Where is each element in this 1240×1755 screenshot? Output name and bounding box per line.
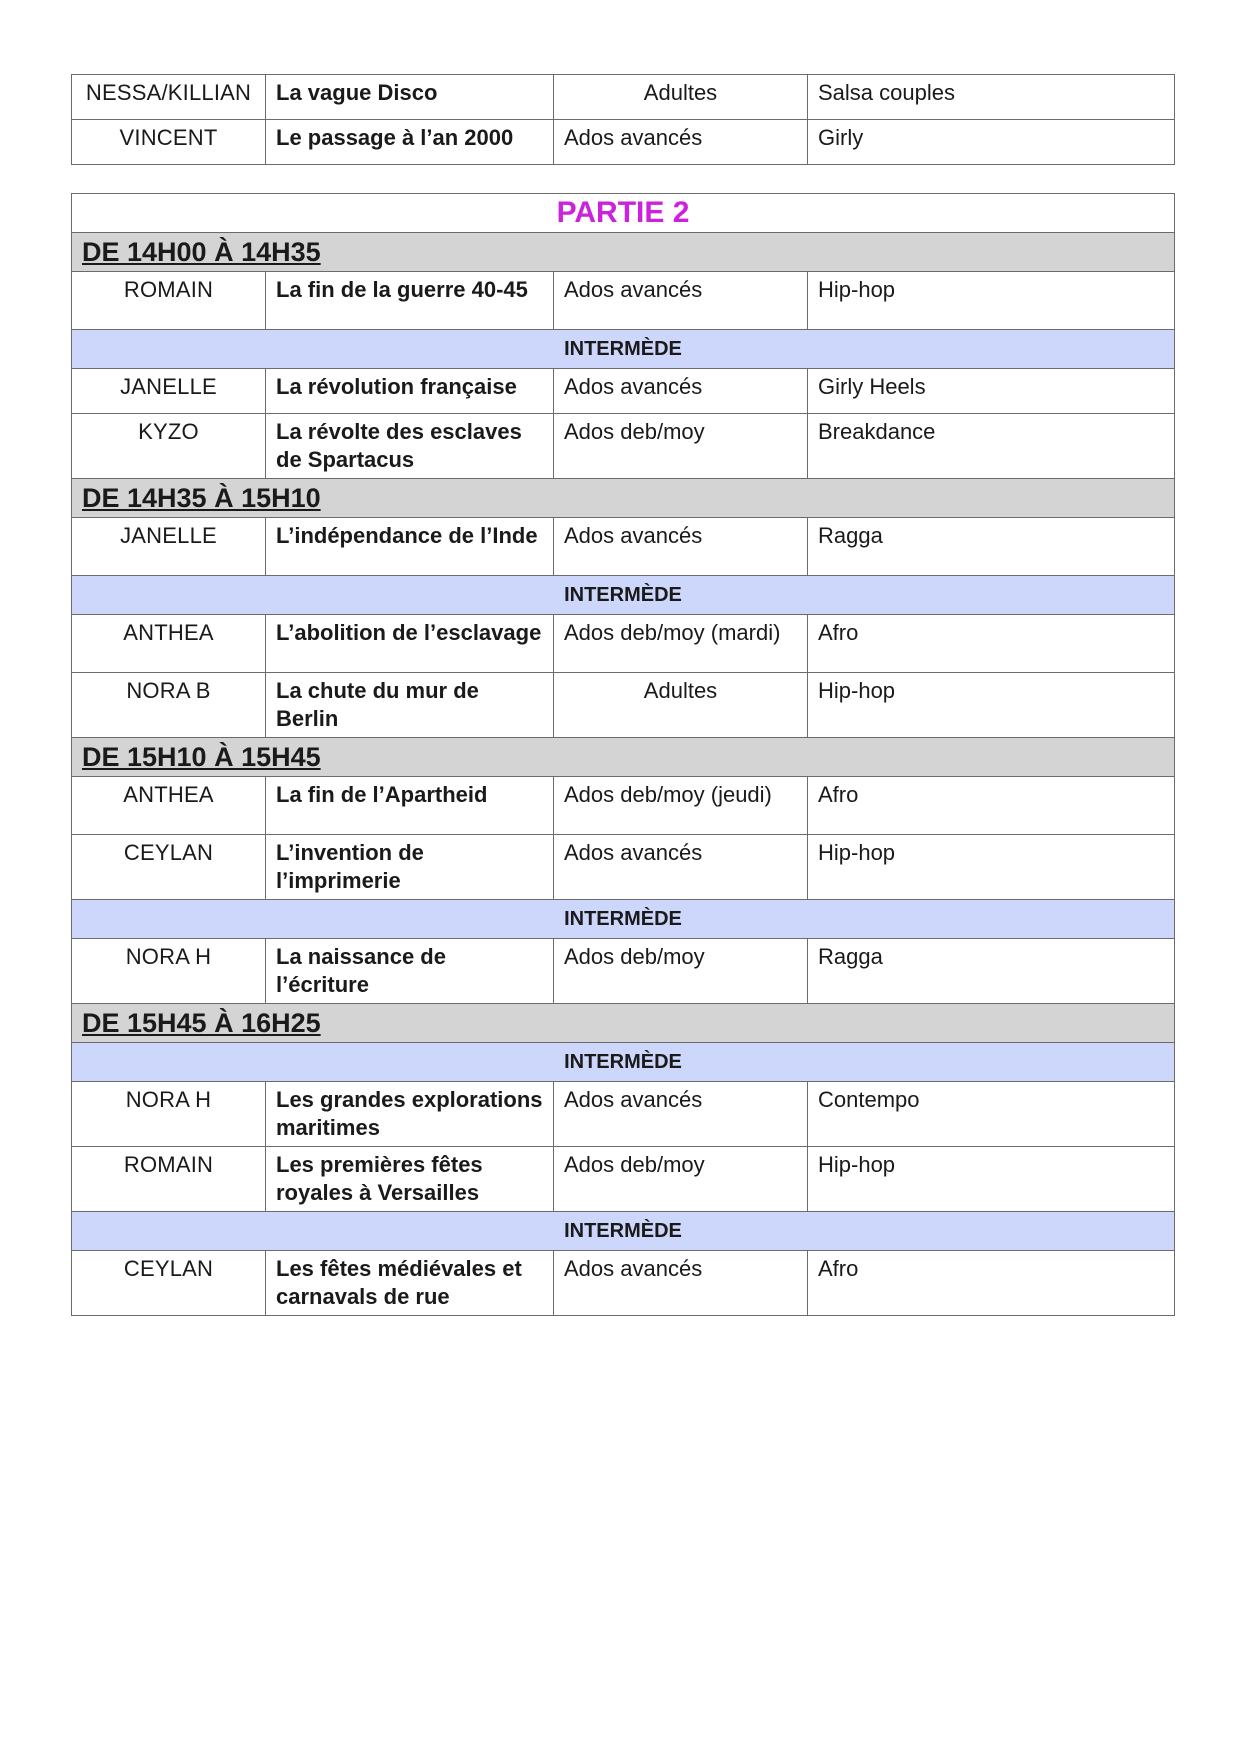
level-cell: Ados deb/moy (mardi)	[554, 615, 808, 673]
table-row	[72, 272, 1175, 330]
title-cell: Les fêtes médiévales et carnavals de rue	[266, 1251, 554, 1316]
style-cell: Salsa couples	[808, 75, 1175, 120]
title-cell: La fin de la guerre 40-45	[266, 272, 554, 330]
partie-header-row	[72, 194, 1175, 233]
table-row	[72, 673, 1175, 738]
title-cell: Les grandes explorations maritimes	[266, 1082, 554, 1147]
teacher-cell: NESSA/KILLIAN	[72, 75, 266, 120]
time-slot-label: DE 14H00 À 14H35	[72, 233, 1175, 272]
time-slot-label: DE 14H35 À 15H10	[72, 479, 1175, 518]
level-cell: Ados deb/moy	[554, 414, 808, 479]
intermede-row	[72, 576, 1175, 615]
table-row	[72, 939, 1175, 1004]
table-row	[72, 369, 1175, 414]
table-row	[72, 1082, 1175, 1147]
time-slot-label: DE 15H45 À 16H25	[72, 1004, 1175, 1043]
table-row	[72, 615, 1175, 673]
time-slot-row	[72, 738, 1175, 777]
style-cell: Breakdance	[808, 414, 1175, 479]
intermede-row	[72, 330, 1175, 369]
title-cell: L’abolition de l’esclavage	[266, 615, 554, 673]
teacher-cell: ANTHEA	[72, 777, 266, 835]
level-cell: Ados avancés	[554, 272, 808, 330]
style-cell: Ragga	[808, 939, 1175, 1004]
table-row	[72, 835, 1175, 900]
intermede-row	[72, 1212, 1175, 1251]
intermede-label: INTERMÈDE	[72, 1043, 1175, 1082]
level-cell: Adultes	[554, 75, 808, 120]
table-row	[72, 518, 1175, 576]
title-cell: La chute du mur de Berlin	[266, 673, 554, 738]
style-cell: Afro	[808, 615, 1175, 673]
level-cell: Ados avancés	[554, 518, 808, 576]
teacher-cell: CEYLAN	[72, 1251, 266, 1316]
intermede-row	[72, 900, 1175, 939]
style-cell: Afro	[808, 777, 1175, 835]
table-row	[72, 1147, 1175, 1212]
teacher-cell: JANELLE	[72, 518, 266, 576]
level-cell: Ados avancés	[554, 369, 808, 414]
style-cell: Ragga	[808, 518, 1175, 576]
teacher-cell: KYZO	[72, 414, 266, 479]
style-cell: Hip-hop	[808, 1147, 1175, 1212]
level-cell: Ados deb/moy	[554, 939, 808, 1004]
title-cell: La fin de l’Apartheid	[266, 777, 554, 835]
title-cell: L’invention de l’imprimerie	[266, 835, 554, 900]
teacher-cell: VINCENT	[72, 120, 266, 165]
teacher-cell: NORA B	[72, 673, 266, 738]
time-slot-row	[72, 479, 1175, 518]
intermede-label: INTERMÈDE	[72, 900, 1175, 939]
time-slot-row	[72, 233, 1175, 272]
previous-section-table	[71, 74, 1175, 165]
table-row	[72, 75, 1175, 120]
title-cell: Les premières fêtes royales à Versailles	[266, 1147, 554, 1212]
level-cell: Ados avancés	[554, 835, 808, 900]
title-cell: La révolution française	[266, 369, 554, 414]
partie-title: PARTIE 2	[72, 194, 1175, 233]
style-cell: Girly	[808, 120, 1175, 165]
teacher-cell: NORA H	[72, 1082, 266, 1147]
style-cell: Girly Heels	[808, 369, 1175, 414]
intermede-label: INTERMÈDE	[72, 1212, 1175, 1251]
table-row	[72, 777, 1175, 835]
style-cell: Hip-hop	[808, 835, 1175, 900]
level-cell: Ados deb/moy (jeudi)	[554, 777, 808, 835]
style-cell: Contempo	[808, 1082, 1175, 1147]
intermede-label: INTERMÈDE	[72, 330, 1175, 369]
teacher-cell: JANELLE	[72, 369, 266, 414]
level-cell: Ados deb/moy	[554, 1147, 808, 1212]
teacher-cell: NORA H	[72, 939, 266, 1004]
teacher-cell: ROMAIN	[72, 1147, 266, 1212]
teacher-cell: ROMAIN	[72, 272, 266, 330]
title-cell: La naissance de l’écriture	[266, 939, 554, 1004]
level-cell: Ados avancés	[554, 120, 808, 165]
style-cell: Hip-hop	[808, 673, 1175, 738]
level-cell: Ados avancés	[554, 1082, 808, 1147]
level-cell: Ados avancés	[554, 1251, 808, 1316]
intermede-row	[72, 1043, 1175, 1082]
time-slot-row	[72, 1004, 1175, 1043]
intermede-label: INTERMÈDE	[72, 576, 1175, 615]
teacher-cell: CEYLAN	[72, 835, 266, 900]
level-cell: Adultes	[554, 673, 808, 738]
title-cell: La révolte des esclaves de Spartacus	[266, 414, 554, 479]
title-cell: La vague Disco	[266, 75, 554, 120]
title-cell: L’indépendance de l’Inde	[266, 518, 554, 576]
title-cell: Le passage à l’an 2000	[266, 120, 554, 165]
table-row	[72, 1251, 1175, 1316]
time-slot-label: DE 15H10 À 15H45	[72, 738, 1175, 777]
table-row	[72, 414, 1175, 479]
table-row	[72, 120, 1175, 165]
teacher-cell: ANTHEA	[72, 615, 266, 673]
partie-2-table	[71, 193, 1175, 1316]
style-cell: Hip-hop	[808, 272, 1175, 330]
style-cell: Afro	[808, 1251, 1175, 1316]
